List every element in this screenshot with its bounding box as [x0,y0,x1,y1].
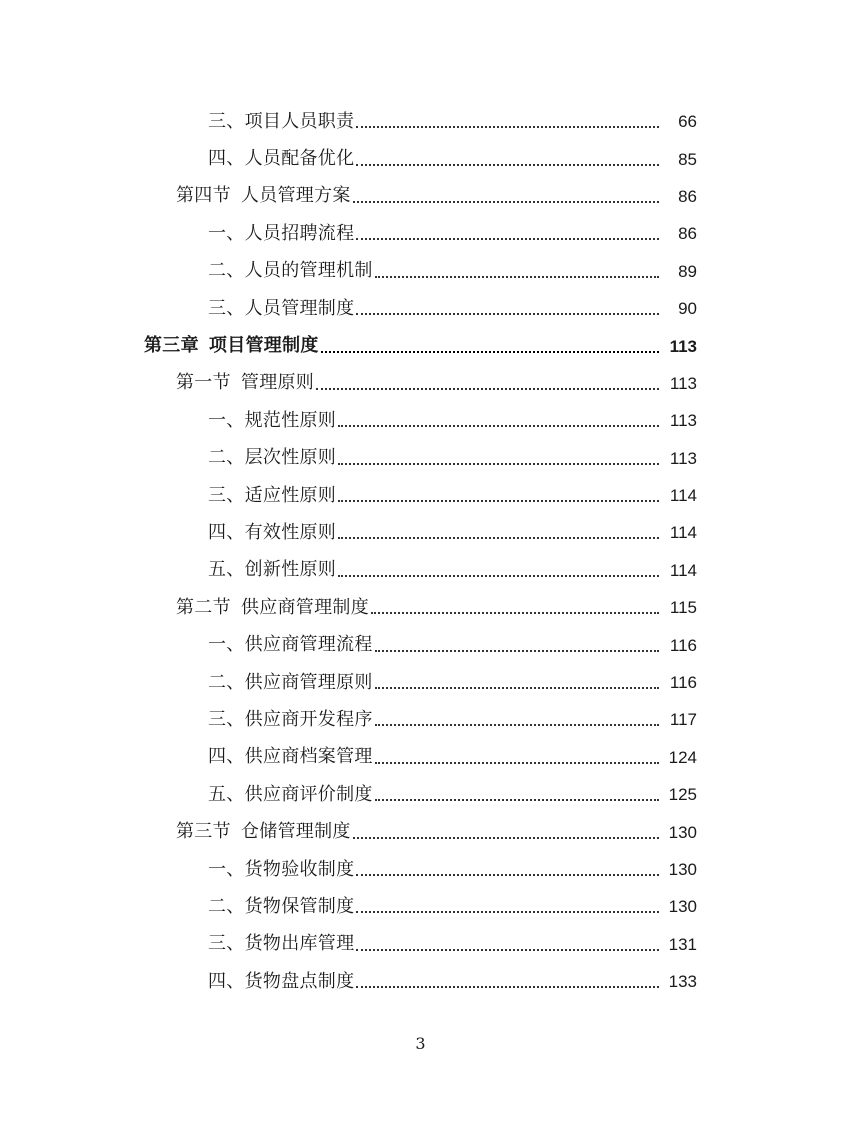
toc-entry-page: 66 [678,112,697,132]
toc-entry-title: 供应商管理制度 [240,596,370,618]
toc-dot-leader [356,237,659,240]
toc-entry-number: 第二节 [176,596,231,618]
toc-subsection-entry[interactable] [0,888,841,925]
toc-dot-leader [375,761,659,764]
toc-entry-number: 三、 [208,297,245,319]
toc-entry-number: 第四节 [176,185,231,207]
toc-dot-leader [356,163,659,166]
toc-entry-page: 116 [669,635,697,655]
toc-entry-number: 二、 [208,447,245,469]
toc-entry-title: 供应商管理原则 [244,671,373,693]
toc-entry-number: 五、 [208,783,245,805]
toc-entry-number: 一、 [208,634,245,656]
toc-entry-page: 89 [678,261,697,281]
toc-dot-leader [356,910,659,913]
toc-entry-title: 供应商档案管理 [244,746,373,768]
toc-section-entry[interactable] [0,813,841,850]
toc-entry-title: 供应商评价制度 [244,783,373,805]
toc-entry-number: 三、 [208,110,245,132]
toc-dot-leader [321,350,659,353]
toc-subsection-entry[interactable] [0,477,841,514]
toc-entry-page: 133 [668,972,697,992]
toc-entry-title: 有效性原则 [244,521,337,543]
toc-subsection-entry[interactable] [0,851,841,888]
toc-dot-leader [371,611,659,614]
toc-entry-number: 五、 [208,559,245,581]
toc-entry-number: 二、 [208,260,245,282]
toc-dot-leader [338,574,659,577]
toc-entry-title: 仓储管理制度 [240,821,351,843]
toc-dot-leader [338,462,659,465]
toc-entry-page: 117 [669,710,697,730]
toc-entry-title: 人员的管理机制 [244,260,373,282]
toc-chapter-entry[interactable] [0,327,841,364]
toc-entry-page: 125 [668,785,697,805]
toc-dot-leader [356,125,659,128]
toc-subsection-entry[interactable] [0,402,841,439]
toc-entry-number: 第一节 [176,372,231,394]
toc-entry-title: 规范性原则 [244,409,337,431]
toc-entry-page: 85 [678,149,697,169]
toc-entry-title: 人员管理制度 [244,297,355,319]
toc-entry-title: 供应商管理流程 [244,634,373,656]
toc-entry-number: 一、 [208,222,245,244]
toc-dot-leader [375,798,659,801]
toc-dot-leader [316,387,659,390]
toc-dot-leader [338,499,659,502]
toc-subsection-entry[interactable] [0,701,841,738]
toc-entry-title: 货物出库管理 [244,933,355,955]
toc-entry-page: 115 [669,598,697,618]
toc-entry-title: 供应商开发程序 [244,708,373,730]
toc-entry-title: 层次性原则 [244,447,337,469]
toc-entry-page: 124 [668,747,697,767]
toc-subsection-entry[interactable] [0,776,841,813]
toc-entry-title: 项目管理制度 [208,335,319,357]
toc-subsection-entry[interactable] [0,552,841,589]
table-of-contents [0,103,841,1000]
toc-entry-title: 货物验收制度 [244,858,355,880]
toc-dot-leader [375,649,659,652]
toc-entry-number: 第三节 [176,821,231,843]
toc-subsection-entry[interactable] [0,290,841,327]
page-number: 3 [415,1034,426,1053]
toc-entry-title: 项目人员职责 [244,110,355,132]
toc-entry-title: 人员配备优化 [244,148,355,170]
toc-dot-leader [353,836,659,839]
toc-entry-title: 适应性原则 [244,484,337,506]
toc-dot-leader [375,275,659,278]
toc-entry-page: 86 [678,186,697,206]
toc-entry-number: 三、 [208,484,245,506]
toc-subsection-entry[interactable] [0,103,841,140]
toc-section-entry[interactable] [0,365,841,402]
toc-dot-leader [353,200,659,203]
toc-entry-page: 113 [669,373,697,393]
toc-subsection-entry[interactable] [0,253,841,290]
toc-subsection-entry[interactable] [0,664,841,701]
toc-dot-leader [356,985,659,988]
toc-dot-leader [356,312,659,315]
toc-dot-leader [356,873,659,876]
toc-entry-number: 三、 [208,708,245,730]
toc-subsection-entry[interactable] [0,739,841,776]
toc-entry-page: 114 [669,523,697,543]
toc-entry-title: 管理原则 [240,372,315,394]
toc-section-entry[interactable] [0,589,841,626]
toc-subsection-entry[interactable] [0,440,841,477]
toc-subsection-entry[interactable] [0,514,841,551]
toc-entry-page: 130 [668,897,697,917]
toc-entry-page: 113 [669,411,697,431]
toc-subsection-entry[interactable] [0,926,841,963]
toc-entry-number: 四、 [208,746,245,768]
toc-entry-page: 130 [668,822,697,842]
toc-subsection-entry[interactable] [0,215,841,252]
toc-entry-title: 人员管理方案 [240,185,351,207]
toc-dot-leader [375,686,659,689]
toc-entry-number: 第三章 [144,335,199,357]
toc-entry-page: 114 [669,560,697,580]
toc-dot-leader [338,424,659,427]
toc-subsection-entry[interactable] [0,626,841,663]
toc-section-entry[interactable] [0,178,841,215]
toc-entry-number: 一、 [208,858,245,880]
toc-entry-number: 三、 [208,933,245,955]
toc-dot-leader [356,948,659,951]
toc-entry-page: 90 [678,299,697,319]
toc-entry-page: 116 [669,673,697,693]
toc-entry-page: 130 [668,860,697,879]
toc-entry-page: 113 [669,336,697,356]
toc-entry-title: 货物保管制度 [244,895,355,917]
toc-entry-number: 四、 [208,148,245,170]
toc-entry-number: 四、 [208,970,245,992]
toc-entry-page: 131 [668,934,697,954]
toc-entry-title: 货物盘点制度 [244,970,355,992]
toc-entry-page: 114 [669,486,697,506]
toc-dot-leader [338,536,659,539]
toc-entry-number: 二、 [208,671,245,693]
toc-entry-number: 二、 [208,895,245,917]
toc-entry-number: 四、 [208,521,245,543]
toc-entry-page: 113 [669,448,697,468]
toc-subsection-entry[interactable] [0,963,841,1000]
toc-entry-number: 一、 [208,409,245,431]
toc-entry-page: 86 [678,224,697,244]
toc-dot-leader [375,723,659,726]
toc-entry-title: 创新性原则 [244,559,337,581]
toc-entry-title: 人员招聘流程 [244,222,355,244]
toc-subsection-entry[interactable] [0,140,841,177]
